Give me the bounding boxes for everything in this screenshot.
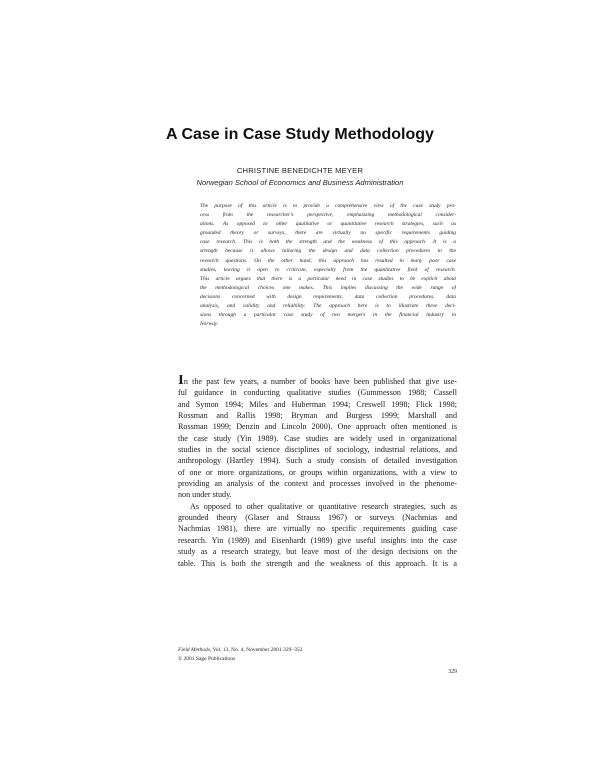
body-line: Nachmias 1981), there are virtually no specific requirements guiding case [178,524,457,534]
author-affiliation: Norwegian School of Economics and Business Administration [196,178,404,187]
body-line: As opposed to other qualitative or quantitative research strategies, such as [190,501,457,511]
body-line [178,375,457,387]
body-line: non under study. [178,490,232,500]
body-line-text: n the past few years, a number of books have been published that give use- [183,377,457,386]
abstract-line: cess from the researcher’s perspective, emphasizing methodological consider- [200,212,456,219]
body-line: Rossman 1999; Denzin and Lincoln 2000). One approach often mentioned is [178,422,457,432]
body-line: the case study (Yin 1989). Case studies are widely used in organizational [178,433,457,443]
abstract-line: grounded theory or surveys, there are virtually no specific requirements guiding [200,230,456,237]
journal-name: Field Methods, [178,647,212,653]
body-line: studies in the social science disciplines of sociology, industrial relations, and [178,445,457,455]
abstract-line: strength because it allows tailoring the design and data collection procedures to the [200,248,456,255]
abstract-line: the methodological choices one makes. This implies discussing the wide range of [200,284,456,291]
citation-line [178,646,457,655]
abstract-line: ations. As opposed to other qualitative or quantitative research strategies, such as [200,221,456,228]
abstract-line: The purpose of this article is to provide a comprehensive view of the case study pro- [200,203,456,209]
page-number: 329 [448,669,457,675]
abstract-line: studies, leaving it open to criticism, especially from the quantitative field of research. [200,266,456,273]
article-title: A Case in Case Study Methodology [166,126,434,143]
abstract-line: sions through a particular case study of two mergers in the financial industry in [200,312,456,319]
citation-details: Vol. 13, No. 4, November 2001 329–352 [211,647,303,653]
abstract-line: research questions. On the other hand, this approach has resulted in many poor case [200,257,456,264]
body-line: study as a research strategy, but leave most of the design decisions on the [178,547,457,557]
body-line: table. This is both the strength and the weakness of this approach. It is a [178,558,457,568]
abstract-line: Norway. [200,321,219,328]
drop-cap: I [178,375,184,388]
body-line: grounded theory (Glaser and Strauss 1967) or surveys (Nachmias and [178,513,457,523]
body-line: providing an analysis of the context and processes involved in the phenome- [178,479,457,489]
body-text [178,375,457,569]
abstract-line: decisions concerned with design requirements, data collection procedures, data [200,293,456,300]
abstract [200,202,456,329]
abstract-line: case research. This is both the strength and the weakness of this approach. It is a [200,239,456,246]
body-line: Rossman and Rallis 1998; Bryman and Burgess 1999; Marshall and [178,411,457,421]
abstract-line: This article argues that there is a particular need in case studies to be explicit about [200,275,456,282]
copyright-line: © 2001 Sage Publications [178,656,236,662]
body-line: research. Yin (1989) and Eisenhardt (1989) give useful insights into the case [178,535,457,545]
publication-footer [178,646,457,664]
body-line: ful guidance in conducting qualitative studies (Gummesson 1988; Cassell [178,388,457,398]
body-line: anthropology (Hartley 1994). Such a study consists of detailed investigation [178,456,457,466]
body-line: of one or more organizations, or groups within organizations, with a view to [178,467,457,477]
abstract-line: analysis, and validity and reliability. The approach here is to illustrate these deci- [200,303,456,310]
author-name: CHRISTINE BENEDICHTE MEYER [236,166,364,175]
body-line: and Symon 1994; Miles and Huberman 1994; Creswell 1998; Flick 1998; [178,399,457,409]
